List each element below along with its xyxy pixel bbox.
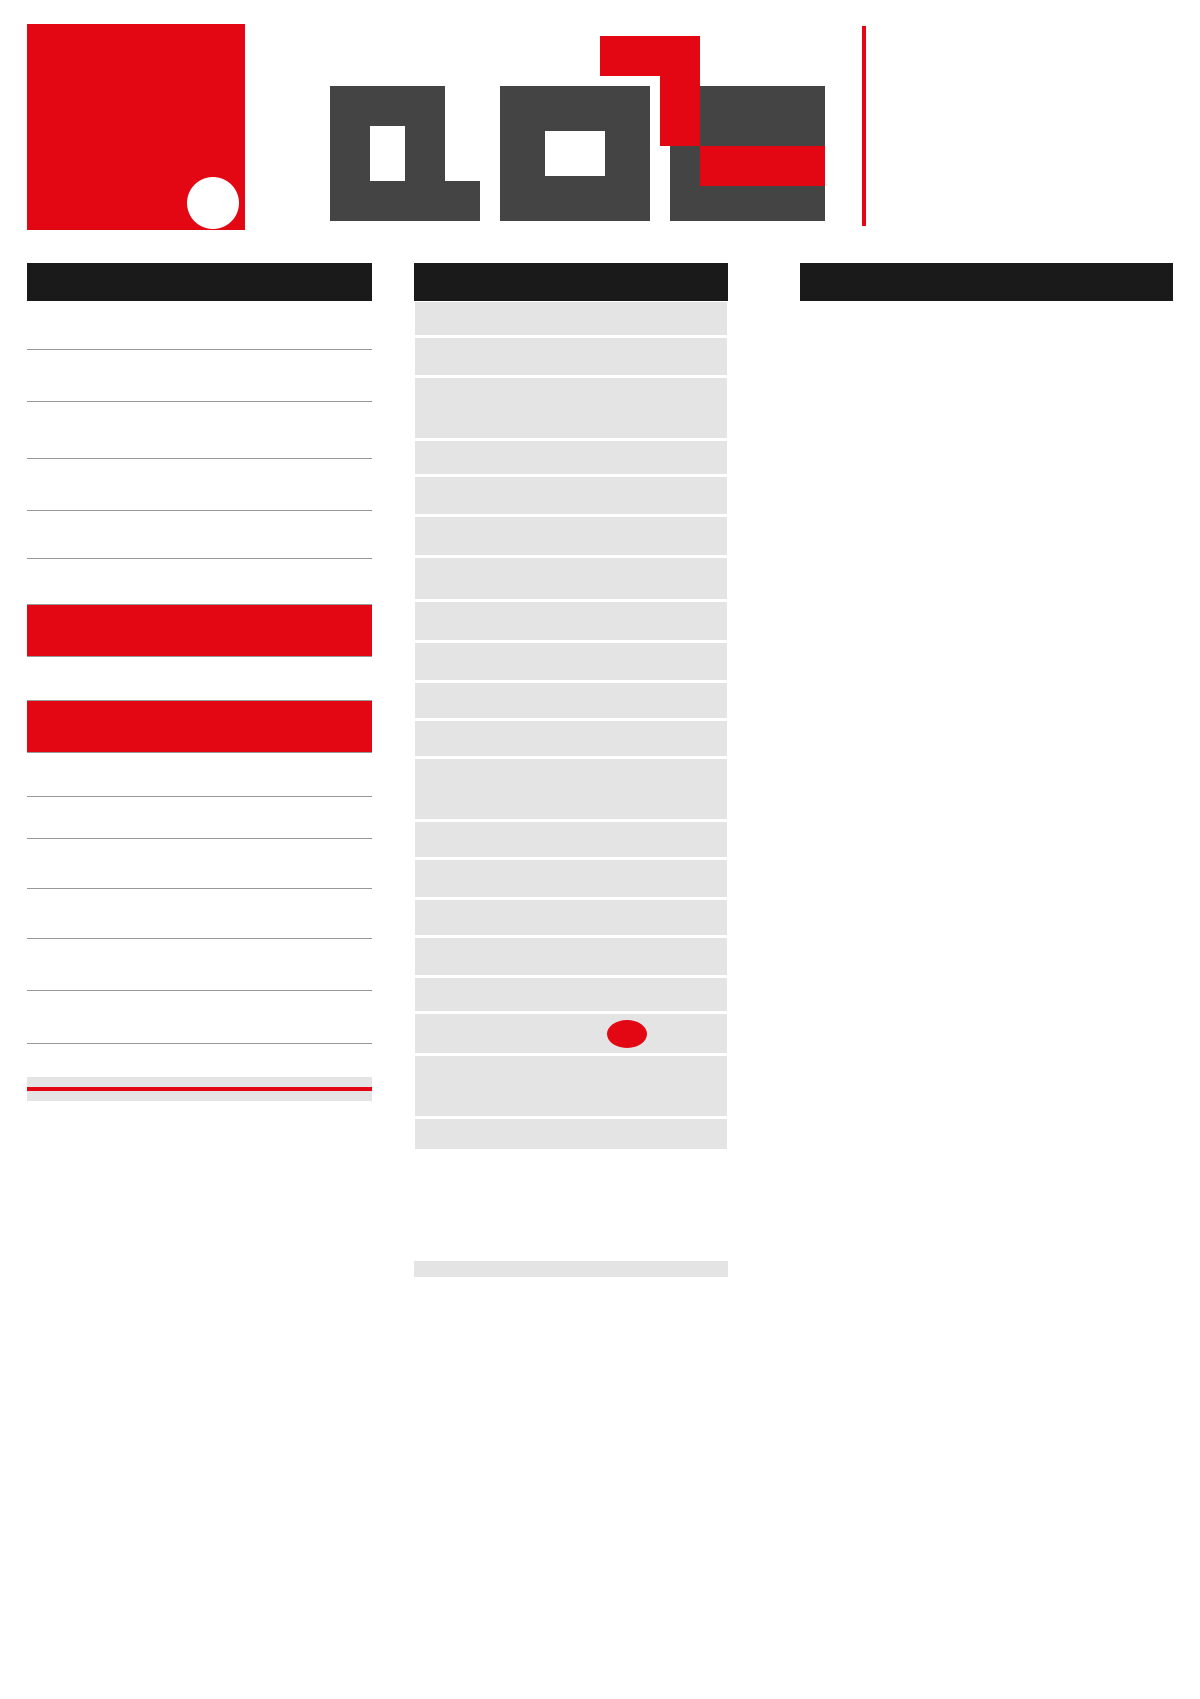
premiere-section (27, 1067, 372, 1109)
event-row[interactable] (27, 939, 372, 991)
event-row[interactable] (27, 797, 372, 839)
ndm-logo[interactable] (27, 24, 245, 230)
event-row[interactable] (414, 977, 728, 1013)
event-row[interactable] (27, 605, 372, 657)
event-row[interactable] (414, 516, 728, 557)
event-row[interactable] (27, 701, 372, 753)
event-row[interactable] (414, 937, 728, 977)
event-row[interactable] (27, 350, 372, 402)
november-heading (27, 1087, 372, 1091)
theatre-column-dvorak (27, 263, 372, 1044)
derniere-badge (607, 1020, 647, 1048)
event-row[interactable] (27, 991, 372, 1044)
event-row[interactable] (27, 301, 372, 350)
column-header (27, 263, 372, 301)
season-101-mark (330, 36, 825, 221)
event-row[interactable] (414, 1118, 728, 1151)
event-row[interactable] (414, 377, 728, 440)
event-row[interactable] (414, 720, 728, 758)
event-row[interactable] (414, 1013, 728, 1055)
event-list (414, 301, 728, 1151)
season-badge (187, 177, 239, 229)
event-row[interactable] (414, 337, 728, 377)
event-row[interactable] (414, 601, 728, 642)
event-row[interactable] (414, 557, 728, 601)
event-row[interactable] (414, 682, 728, 720)
theatre-column-myron (800, 263, 1173, 301)
theatre-column-12 (414, 263, 728, 1151)
column-header (800, 263, 1173, 301)
event-row[interactable] (414, 758, 728, 821)
event-row[interactable] (27, 889, 372, 939)
column-header (414, 263, 728, 301)
event-row[interactable] (414, 476, 728, 516)
event-row[interactable] (414, 821, 728, 859)
event-row[interactable] (27, 559, 372, 605)
ticket-sales-info (414, 1445, 734, 1461)
event-row[interactable] (27, 459, 372, 511)
event-row[interactable] (414, 1055, 728, 1118)
premiere-box (27, 1077, 372, 1101)
event-row[interactable] (414, 642, 728, 682)
event-row[interactable] (414, 440, 728, 476)
header-divider (862, 26, 866, 226)
event-row[interactable] (27, 753, 372, 797)
event-row[interactable] (414, 301, 728, 337)
event-row[interactable] (414, 859, 728, 899)
event-row[interactable] (27, 657, 372, 701)
event-row[interactable] (27, 402, 372, 459)
sales-details (414, 1449, 734, 1458)
kugler-concert-box (414, 1261, 728, 1277)
event-list (27, 301, 372, 1044)
event-row[interactable] (27, 839, 372, 889)
event-row[interactable] (414, 899, 728, 937)
footer (414, 1626, 734, 1630)
event-row[interactable] (27, 511, 372, 559)
